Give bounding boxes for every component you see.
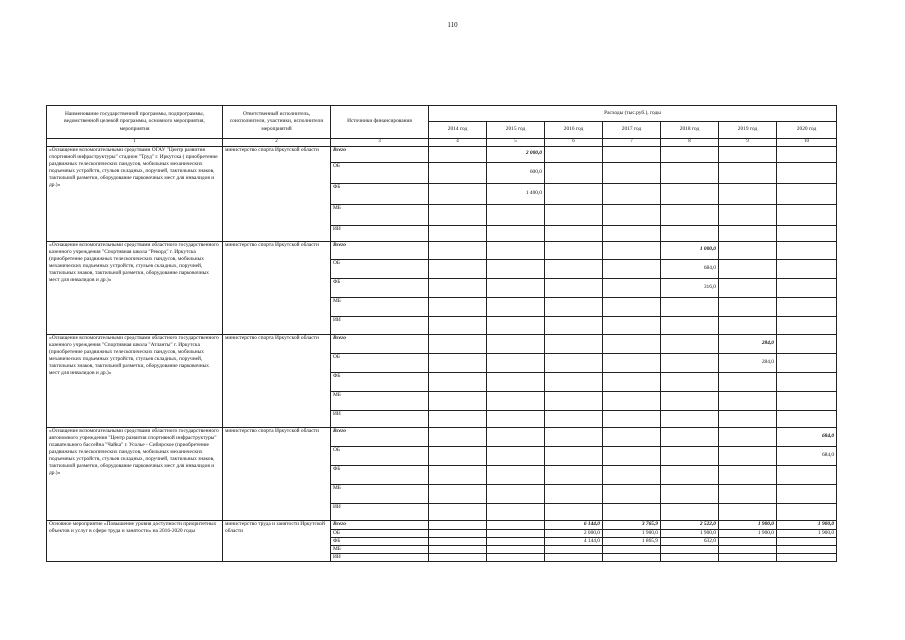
amount-cell: 3 765,9	[603, 520, 661, 529]
column-index-row	[47, 139, 837, 147]
amount-cell	[719, 553, 777, 561]
amount-cell	[487, 465, 545, 484]
amount-cell	[487, 225, 545, 241]
amount-cell	[719, 225, 777, 241]
funding-source: ОБ	[331, 353, 429, 372]
measure-name: «Оснащение вспомогательными средствами областного государственного казенного учреждения "Спортивная школа "Рекорд" г. Иркутска (приобретение раздвижных телескопических пандусов, мобильных механических подъемных устройств, стульев складных, поручней, тактильных знаков, тактильной разметки, оборудование парковочных мест для инвалидов и др.)»	[47, 241, 223, 334]
amount-cell	[777, 503, 837, 520]
header-year: 2019 год	[719, 122, 777, 139]
funding-source: ФБ	[331, 183, 429, 204]
amount-cell	[429, 372, 487, 391]
amount-cell	[719, 278, 777, 297]
amount-cell	[487, 204, 545, 225]
funding-source: Всего	[331, 334, 429, 353]
measure-name: «Оснащение вспомогательными средствами областного государственного автономного учреждения "Центр развития спортивной инфраструктуры" плавательного бассейна "Чайка" г. Усолье - Сибирское (приобретение раздвижных телескопических пандусов, мобильных механических подъемных устройств, стульев складных, поручней, тактильных знаков, тактильной разметки, оборудование парковочных мест для инвалидов и др.)»	[47, 427, 223, 520]
amount-cell	[545, 372, 603, 391]
amount-cell	[719, 162, 777, 183]
column-index: 9	[719, 139, 777, 147]
amount-cell	[777, 316, 837, 334]
amount-cell	[661, 545, 719, 553]
funding-source: МБ	[331, 297, 429, 316]
amount-cell	[429, 225, 487, 241]
amount-cell	[429, 278, 487, 297]
amount-cell	[429, 427, 487, 446]
amount-cell	[487, 446, 545, 465]
column-index: 10	[777, 139, 837, 147]
amount-cell: 1 900,0	[661, 529, 719, 537]
amount-cell	[661, 372, 719, 391]
amount-cell	[661, 183, 719, 204]
amount-cell: 684,0	[661, 259, 719, 278]
amount-cell	[777, 553, 837, 561]
amount-cell	[603, 204, 661, 225]
amount-cell: 600,0	[487, 162, 545, 183]
amount-cell	[429, 529, 487, 537]
amount-cell	[487, 334, 545, 353]
amount-cell	[545, 241, 603, 259]
amount-cell	[429, 241, 487, 259]
funding-source: МБ	[331, 391, 429, 410]
amount-cell	[429, 316, 487, 334]
amount-cell	[603, 410, 661, 427]
amount-cell	[487, 520, 545, 529]
amount-cell	[603, 316, 661, 334]
amount-cell	[719, 316, 777, 334]
amount-cell	[429, 297, 487, 316]
amount-cell	[429, 391, 487, 410]
funding-source: ИИ	[331, 553, 429, 561]
amount-cell	[487, 372, 545, 391]
amount-cell: 632,0	[661, 537, 719, 545]
amount-cell	[719, 545, 777, 553]
amount-cell	[545, 427, 603, 446]
amount-cell	[661, 427, 719, 446]
table-row	[47, 520, 837, 529]
amount-cell	[429, 484, 487, 503]
amount-cell	[603, 484, 661, 503]
amount-cell	[545, 410, 603, 427]
header-year: 2017 год	[603, 122, 661, 139]
amount-cell	[719, 146, 777, 162]
measure-executor: министерство спорта Иркутской области	[223, 241, 331, 334]
amount-cell	[603, 545, 661, 553]
amount-cell	[777, 334, 837, 353]
amount-cell	[777, 225, 837, 241]
header-executor: Ответственный исполнитель, соисполнители, участники, исполнители мероприятий	[223, 106, 331, 139]
amount-cell	[661, 334, 719, 353]
page-number: 110	[447, 21, 458, 29]
amount-cell	[545, 259, 603, 278]
amount-cell	[603, 334, 661, 353]
measure-executor: министерство спорта Иркутской области	[223, 146, 331, 241]
funding-source: ИИ	[331, 316, 429, 334]
amount-cell	[777, 241, 837, 259]
amount-cell	[545, 446, 603, 465]
amount-cell	[603, 446, 661, 465]
header-expenses: Расходы (тыс.руб.), годы	[429, 106, 837, 122]
amount-cell	[719, 391, 777, 410]
amount-cell	[429, 465, 487, 484]
amount-cell	[661, 297, 719, 316]
amount-cell	[545, 183, 603, 204]
column-index: 2	[223, 139, 331, 147]
column-index: 8	[661, 139, 719, 147]
amount-cell	[545, 334, 603, 353]
amount-cell	[545, 545, 603, 553]
amount-cell	[661, 316, 719, 334]
table-row	[47, 334, 837, 353]
measure-executor: министерство спорта Иркутской области	[223, 334, 331, 427]
amount-cell	[429, 204, 487, 225]
funding-source: ОБ	[331, 162, 429, 183]
column-index: 5	[487, 139, 545, 147]
amount-cell: 4 144,0	[545, 537, 603, 545]
amount-cell: 1 900,0	[603, 529, 661, 537]
column-index: 4	[429, 139, 487, 147]
amount-cell	[487, 484, 545, 503]
amount-cell	[429, 353, 487, 372]
amount-cell	[545, 278, 603, 297]
amount-cell	[487, 241, 545, 259]
amount-cell	[545, 316, 603, 334]
amount-cell: 316,0	[661, 278, 719, 297]
amount-cell	[661, 484, 719, 503]
amount-cell	[777, 353, 837, 372]
amount-cell: 1 900,0	[719, 520, 777, 529]
amount-cell	[603, 278, 661, 297]
amount-cell	[429, 520, 487, 529]
amount-cell	[719, 297, 777, 316]
amount-cell: 1 900,0	[719, 529, 777, 537]
amount-cell	[545, 204, 603, 225]
column-index: 1	[47, 139, 223, 147]
amount-cell	[487, 553, 545, 561]
measure-executor: министерство спорта Иркутской области	[223, 427, 331, 520]
amount-cell: 684,0	[777, 446, 837, 465]
amount-cell	[719, 503, 777, 520]
amount-cell: 1 865,9	[603, 537, 661, 545]
amount-cell	[777, 204, 837, 225]
expenses-table	[46, 105, 837, 562]
amount-cell	[487, 410, 545, 427]
amount-cell	[545, 146, 603, 162]
measure-name: Основное мероприятие «Повышение уровня доступности приоритетных объектов и услуг в сфере труда и занятости» на 2016-2020 годы	[47, 520, 223, 561]
amount-cell	[487, 545, 545, 553]
amount-cell	[429, 162, 487, 183]
amount-cell	[487, 297, 545, 316]
amount-cell	[545, 225, 603, 241]
amount-cell: 6 144,0	[545, 520, 603, 529]
amount-cell: 2 000,0	[487, 146, 545, 162]
amount-cell	[719, 484, 777, 503]
amount-cell	[487, 391, 545, 410]
amount-cell	[777, 297, 837, 316]
amount-cell	[777, 391, 837, 410]
amount-cell	[545, 465, 603, 484]
measure-name: «Оснащение вспомогательными средствами ОГАУ "Центр развития спортивной инфраструктуры" стадион "Труд" г. Иркутска ( приобретение раздвижных телескопических пандусов, мобильных механических подъемных устройств, стульев складных, поручней, тактильных знаков, тактильной разметки, оборудование парковочных мест для инвалидов и др.)»	[47, 146, 223, 241]
amount-cell	[429, 545, 487, 553]
amount-cell	[603, 353, 661, 372]
funding-source: ОБ	[331, 446, 429, 465]
funding-source: Всего	[331, 520, 429, 529]
amount-cell: 2 522,0	[661, 520, 719, 529]
amount-cell	[545, 162, 603, 183]
amount-cell	[603, 372, 661, 391]
amount-cell	[777, 372, 837, 391]
amount-cell	[777, 484, 837, 503]
header-name: Наименование государственной программы, подпрограммы, ведомственной целевой программы, основного мероприятия, мероприятия	[47, 106, 223, 139]
amount-cell	[719, 204, 777, 225]
amount-cell	[429, 503, 487, 520]
amount-cell	[603, 427, 661, 446]
amount-cell	[719, 259, 777, 278]
amount-cell	[545, 484, 603, 503]
amount-cell	[777, 259, 837, 278]
table-row	[47, 427, 837, 446]
header-year: 2020 год	[777, 122, 837, 139]
funding-source: ИИ	[331, 503, 429, 520]
amount-cell	[429, 334, 487, 353]
amount-cell	[603, 391, 661, 410]
funding-source: МБ	[331, 204, 429, 225]
funding-source: ОБ	[331, 259, 429, 278]
header-year: 2016 год	[545, 122, 603, 139]
funding-source: ИИ	[331, 410, 429, 427]
amount-cell	[545, 297, 603, 316]
amount-cell	[603, 259, 661, 278]
amount-cell	[719, 427, 777, 446]
amount-cell	[719, 446, 777, 465]
amount-cell	[545, 391, 603, 410]
amount-cell	[429, 446, 487, 465]
funding-source: Всего	[331, 241, 429, 259]
table-row	[47, 146, 837, 162]
header-year: 2018 год	[661, 122, 719, 139]
amount-cell: 284,0	[719, 353, 777, 372]
funding-source: ФБ	[331, 465, 429, 484]
amount-cell: 1 900,0	[777, 529, 837, 537]
funding-source: Всего	[331, 146, 429, 162]
amount-cell: 1 900,0	[777, 520, 837, 529]
amount-cell	[429, 537, 487, 545]
column-index: 6	[545, 139, 603, 147]
amount-cell	[545, 503, 603, 520]
amount-cell	[603, 465, 661, 484]
amount-cell	[603, 241, 661, 259]
amount-cell	[603, 553, 661, 561]
amount-cell	[661, 465, 719, 484]
amount-cell: 2 000,0	[545, 529, 603, 537]
amount-cell	[487, 278, 545, 297]
amount-cell	[777, 537, 837, 545]
table-row	[47, 241, 837, 259]
amount-cell	[661, 225, 719, 241]
amount-cell	[545, 353, 603, 372]
amount-cell	[487, 316, 545, 334]
amount-cell: 1 000,0	[661, 241, 719, 259]
amount-cell	[429, 259, 487, 278]
amount-cell	[487, 537, 545, 545]
amount-cell	[661, 553, 719, 561]
amount-cell	[777, 545, 837, 553]
header-year: 2015 год	[487, 122, 545, 139]
amount-cell	[661, 503, 719, 520]
amount-cell	[719, 465, 777, 484]
amount-cell	[487, 529, 545, 537]
amount-cell	[661, 446, 719, 465]
amount-cell	[661, 162, 719, 183]
amount-cell	[719, 410, 777, 427]
measure-executor: министерство труда и занятости Иркутской области	[223, 520, 331, 561]
header-source: Источники финансирования	[331, 106, 429, 139]
amount-cell	[661, 353, 719, 372]
amount-cell	[603, 297, 661, 316]
amount-cell	[487, 259, 545, 278]
funding-source: ФБ	[331, 537, 429, 545]
amount-cell	[777, 162, 837, 183]
amount-cell: 1 400,0	[487, 183, 545, 204]
funding-source: ОБ	[331, 529, 429, 537]
amount-cell	[603, 162, 661, 183]
measure-name: «Оснащение вспомогательными средствами областного государственного казенного учреждения "Спортивная школа "Атланты" г. Иркутска (приобретение раздвижных телескопических пандусов, мобильных механических подъемных устройств, стульев складных, поручней, тактильных знаков, тактильной разметки, оборудование парковочных мест для инвалидов и др.)»	[47, 334, 223, 427]
amount-cell	[429, 183, 487, 204]
column-index: 7	[603, 139, 661, 147]
funding-source: МБ	[331, 484, 429, 503]
amount-cell	[661, 410, 719, 427]
amount-cell	[429, 553, 487, 561]
amount-cell	[777, 278, 837, 297]
funding-source: ФБ	[331, 372, 429, 391]
amount-cell	[545, 553, 603, 561]
amount-cell	[719, 241, 777, 259]
amount-cell	[603, 503, 661, 520]
column-index: 3	[331, 139, 429, 147]
amount-cell: 284,0	[719, 334, 777, 353]
header-year: 2014 год	[429, 122, 487, 139]
amount-cell	[661, 391, 719, 410]
amount-cell	[487, 353, 545, 372]
amount-cell	[487, 503, 545, 520]
amount-cell	[719, 537, 777, 545]
amount-cell	[777, 183, 837, 204]
amount-cell	[429, 410, 487, 427]
funding-source: ИИ	[331, 225, 429, 241]
amount-cell	[603, 146, 661, 162]
amount-cell	[661, 146, 719, 162]
amount-cell	[777, 146, 837, 162]
amount-cell	[719, 372, 777, 391]
amount-cell	[603, 183, 661, 204]
amount-cell: 684,0	[777, 427, 837, 446]
amount-cell	[777, 410, 837, 427]
funding-source: МБ	[331, 545, 429, 553]
amount-cell	[719, 183, 777, 204]
funding-source: ФБ	[331, 278, 429, 297]
funding-source: Всего	[331, 427, 429, 446]
amount-cell	[487, 427, 545, 446]
amount-cell	[661, 204, 719, 225]
amount-cell	[603, 225, 661, 241]
amount-cell	[429, 146, 487, 162]
amount-cell	[777, 465, 837, 484]
